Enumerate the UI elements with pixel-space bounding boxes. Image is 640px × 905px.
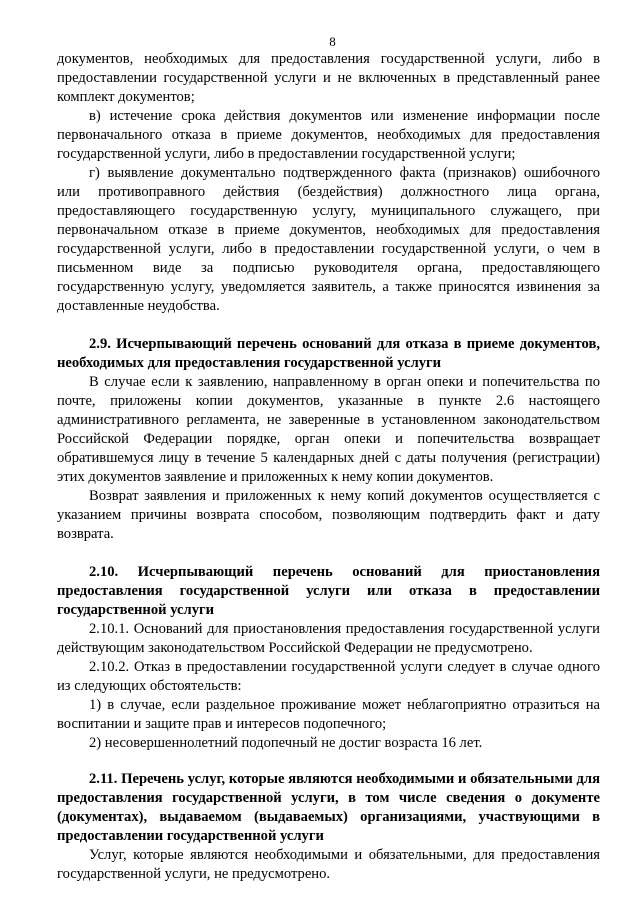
section-2-10-heading: 2.10. Исчерпывающий перечень оснований для приостановления предоставления государственной услуги или отказа в предоставлении государственной услуги bbox=[57, 564, 600, 618]
paragraph-continued: документов, необходимых для предоставления государственной услуги, либо в предоставлении государственной услуги и не включенных в представленный ранее комплект документов; bbox=[57, 51, 600, 105]
section-2-10-paragraph-2: 2.10.2. Отказ в предоставлении государственной услуги следует в случае одного из следующих обстоятельств: bbox=[57, 659, 600, 694]
section-2-11-paragraph-1: Услуг, которые являются необходимыми и обязательными, для предоставления государственной услуги, не предусмотрено. bbox=[57, 847, 600, 882]
section-2-9-paragraph-1: В случае если к заявлению, направленному в орган опеки и попечительства по почте, приложены копии документов, указанные в пункте 2.6 настоящего административного регламента, не заверенные в установленном законодательством Российской Федерации порядке, орган опеки и попечительства возвращает обратившемуся лицу в течение 5 календарных дней с даты получения (регистрации) этих документов заявление и приложенных к нему копии документов. bbox=[57, 374, 600, 485]
section-2-10-paragraph-1: 2.10.1. Оснований для приостановления предоставления государственной услуги действующим законодательством Российской Федерации не предусмотрено. bbox=[57, 621, 600, 656]
section-2-11-heading: 2.11. Перечень услуг, которые являются необходимыми и обязательными для предоставления государственной услуги, в том числе сведения о документе (документах), выдаваемом (выдаваемых) организациями, участвующими в предоставлении государственной услуги bbox=[57, 771, 600, 844]
section-2-9-heading: 2.9. Исчерпывающий перечень оснований для отказа в приеме документов, необходимых для предоставления государственной услуги bbox=[57, 336, 600, 371]
section-2-10-paragraph-3: 1) в случае, если раздельное проживание может неблагоприятно отразиться на воспитании и защите прав и интересов подопечного; bbox=[57, 697, 600, 732]
paragraph-item-v: в) истечение срока действия документов или изменение информации после первоначального отказа в приеме документов, необходимых для предоставления государственной услуги, либо в предоставлении государственной услуги; bbox=[57, 108, 600, 162]
section-2-10-paragraph-4: 2) несовершеннолетний подопечный не достиг возраста 16 лет. bbox=[89, 735, 483, 751]
page-number: 8 bbox=[329, 34, 336, 49]
section-2-9-paragraph-2: Возврат заявления и приложенных к нему копий документов осуществляется с указанием причины возврата способом, позволяющим подтвердить факт и дату возврата. bbox=[57, 488, 600, 542]
paragraph-item-g: г) выявление документально подтвержденного факта (признаков) ошибочного или противоправного действия (бездействия) должностного лица органа, предоставляющего государственную услугу, муниципального служащего, при первоначальном отказе в приеме документов, необходимых для предоставления государственной услуги, либо в предоставлении государственной услуги, о чем в письменном виде за подписью руководителя органа, предоставляющего государственную услугу, уведомляется заявитель, а также приносятся извинения за доставленные неудобства. bbox=[57, 165, 600, 314]
